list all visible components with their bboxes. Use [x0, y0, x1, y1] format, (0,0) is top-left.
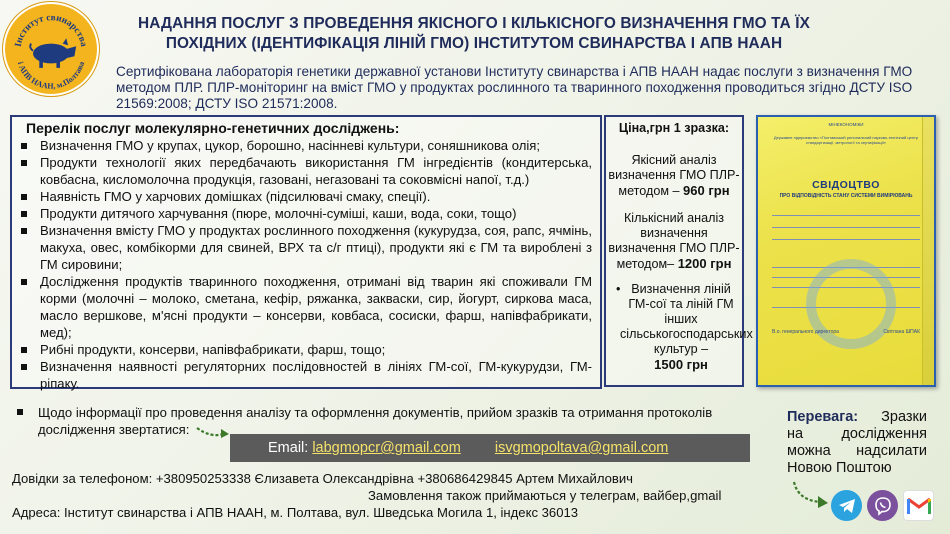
services-heading: Перелік послуг молекулярно-генетичних досліджень: — [26, 120, 400, 136]
cert-ministry: МІНЕКОНОМІКИ — [828, 122, 864, 127]
logo-text-bottom: і АПВ НААН, м.Полтава — [15, 60, 87, 91]
price-quantitative-text: Кількісний аналіз визначення визначення ГМО ПЛР-методом– — [608, 211, 740, 271]
intro-text: Сертифікована лабораторія генетики державної установи Інституту свинарства і АПВ НААН надає послуги з визначення ГМО методом ПЛР. ПЛР-моніторинг на вміст ГМО у продуктах рослинного та тваринного походження проводиться згідно ДСТУ ISO 21569:2008; ДСТУ ISO 21571:2008. — [116, 64, 913, 111]
cert-signer-name: Світлана ШПАК — [883, 329, 920, 335]
email-bar — [230, 434, 750, 462]
cert-subtitle: ПРО ВІДПОВІДНІСТЬ СТАНУ СИСТЕМИ ВИМІРЮВАНЬ — [779, 193, 913, 199]
pig-icon — [30, 38, 76, 68]
services-list — [20, 137, 592, 392]
list-item: Наявність ГМО у харчових домішках (підсилювачі смаку, спеції). — [20, 188, 592, 205]
list-item: Рибні продукти, консерви, напівфабрикати, фарш, тощо; — [20, 341, 592, 358]
email-link-primary[interactable]: labgmopcr@gmail.com — [312, 440, 461, 456]
list-item: Продукти дитячого харчування (пюре, молочні-суміші, каши, вода, соки, тощо) — [20, 205, 592, 222]
price-heading: Ціна,грн 1 зразка: — [618, 121, 730, 135]
delivery-label: Перевага: — [787, 409, 859, 425]
svg-text:і АПВ НААН, м.Полтава — [16, 60, 86, 90]
price-panel — [604, 115, 753, 387]
gmail-icon[interactable] — [903, 490, 934, 521]
price-quantitative-value: 1200 грн — [677, 256, 732, 271]
list-item: Дослідження продуктів тваринного походження, отримані від тварин які споживали ГМ корми (молочні – молоко, сметана, кефір, ряжанка, закваски, сир, йогурт, сиркова маса, масло вершкове, м'ясні продукти – консерви, ковбаса, сосиски, фарш, напівфабрикати, мед); — [20, 273, 592, 341]
price-qualitative-value: 960 грн — [683, 183, 730, 198]
list-item: Визначення ГМО у крупах, цукор, борошно, насінневі культури, соняшникова олія; — [20, 137, 592, 154]
cert-line — [772, 227, 920, 228]
list-item: Визначення вмісту ГМО у продуктах рослинного походження (кукурудза, соя, рапс, ячмінь, макуха, овес, комбікорми для свиней, ВРХ та с/г птиці), продукти які є ГМ та вироблені з ГМ сировини; — [20, 222, 592, 273]
email-label: Email: — [268, 440, 309, 456]
arrow-down-right-icon — [790, 478, 832, 516]
price-lines-value: 1500 грн — [654, 357, 708, 372]
cert-edge — [922, 117, 934, 385]
phones-text: Довідки за телефоном: +380950253338 Єлизавета Олександрівна +380686429845 Артем Михайлович — [12, 471, 633, 486]
arrow-right-icon — [195, 422, 231, 440]
cert-title: СВІДОЦТВО — [812, 179, 880, 191]
price-lines — [606, 282, 753, 373]
orders-text: Замовлення також приймаються у телеграм, вайбер,gmail — [368, 488, 722, 503]
contact-info — [16, 404, 786, 438]
logo-text-top: Інститут свинарства — [13, 13, 89, 48]
delivery-note — [787, 409, 927, 477]
seal-icon — [806, 259, 896, 349]
cert-signer-role: В.о. генерального директора — [772, 329, 839, 335]
cert-line — [772, 215, 920, 216]
list-item: Визначення наявності регуляторних послідовностей в лініях ГМ-сої, ГМ-кукурудзи, ГМ-ріпаку. — [20, 358, 592, 392]
svg-text:Інститут свинарства — [14, 13, 89, 48]
telegram-icon[interactable] — [831, 490, 862, 521]
page-title: НАДАННЯ ПОСЛУГ З ПРОВЕДЕННЯ ЯКІСНОГО І КІЛЬКІСНОГО ВИЗНАЧЕННЯ ГМО ТА ЇХ ПОХІДНИХ (ІДЕНТИФІКАЦІЯ ЛІНІЙ ГМО) ІНСТИТУТОМ СВИНАРСТВА І АПВ НААН — [138, 15, 810, 52]
list-item: Продукти технології яких передбачають використання ГМ інгредієнтів (кондитерська, ковбасна, кисломолочна продукція, газовані, негазовані та соковмісні напої, т.д.) — [20, 154, 592, 188]
price-qualitative — [606, 153, 742, 199]
price-qualitative-text: Якісний аналіз визначення ГМО ПЛР-методом – — [608, 153, 740, 198]
institute-logo — [3, 2, 99, 96]
cert-org: Державне підприємство «Полтавський регіональний науково-технічний центр стандартизації, метрології та сертифікації» — [773, 135, 919, 145]
email-link-secondary[interactable]: isvgmopoltava@gmail.com — [494, 440, 669, 456]
cert-line — [772, 239, 920, 240]
price-lines-text: Визначення ліній ГМ-сої та ліній ГМ інших сільськогосподарських культур – — [620, 282, 753, 356]
address-text: Адреса: Інститут свинарства і АПВ НААН, м. Полтава, вул. Шведська Могила 1, індекс 36013 — [12, 505, 579, 520]
delivery-text: Зразки на дослідження можна надсилати Новою Поштою — [787, 409, 927, 476]
bullet-icon — [17, 409, 23, 415]
viber-icon[interactable] — [867, 490, 898, 521]
price-quantitative — [606, 211, 742, 272]
messenger-icons — [831, 490, 934, 521]
services-panel — [10, 115, 602, 389]
contact-info-text: Щодо інформації про проведення аналізу та оформлення документів, прийом зразків та отримання протоколів дослідження звертатися: — [38, 405, 713, 437]
certificate-image — [756, 115, 936, 387]
cert-signature — [772, 329, 920, 335]
